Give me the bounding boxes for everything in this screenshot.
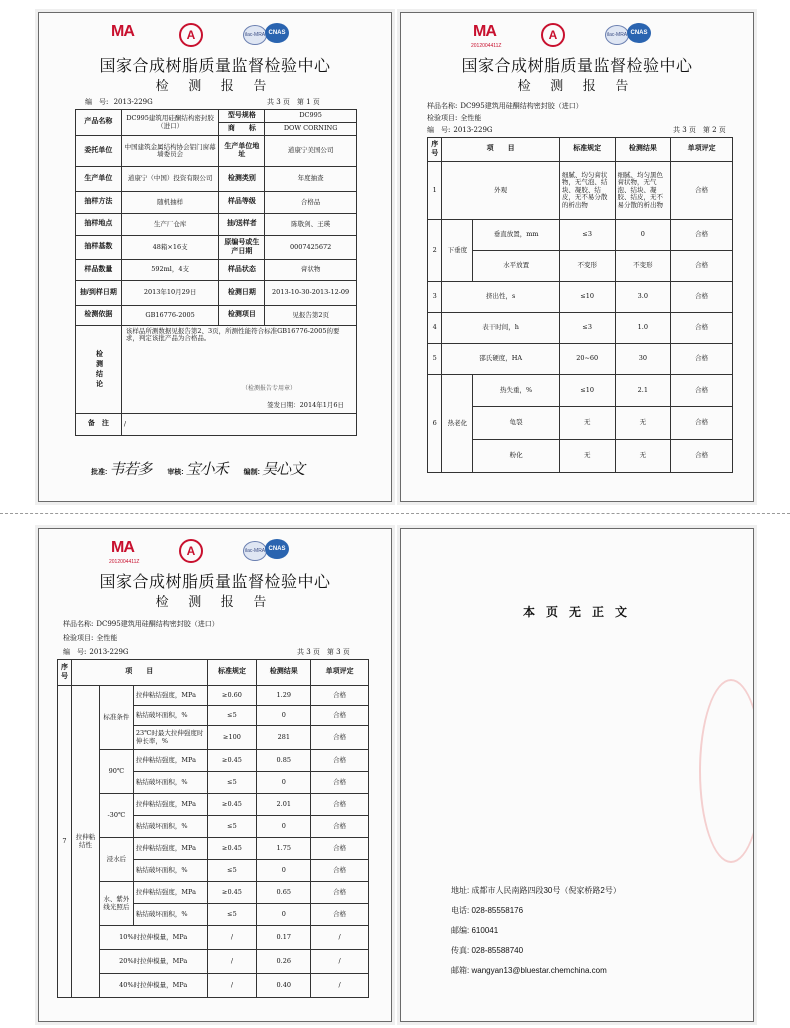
header-no: 序号 — [58, 660, 72, 686]
row-item: 水平放置 — [473, 251, 560, 282]
row-item: 20%时拉伸模量，MPa — [99, 950, 207, 974]
row-group: 下垂度 — [442, 220, 473, 282]
test-category-value: 年度抽查 — [265, 167, 357, 192]
row-standard: / — [207, 926, 257, 950]
conclusion-cell — [121, 326, 356, 414]
report-page-3 — [38, 528, 392, 1022]
test-item — [63, 633, 117, 643]
row-evaluation: 合格 — [311, 772, 369, 794]
row-result: 0.26 — [257, 950, 311, 974]
cnas-logo: CNAS — [627, 23, 651, 43]
row-no: 7 — [58, 686, 72, 998]
table-row — [428, 375, 733, 407]
phone-label: 电话: — [451, 906, 470, 915]
row-standard: ≤5 — [207, 706, 257, 726]
table-row — [428, 313, 733, 344]
header-standard: 标准规定 — [559, 138, 615, 162]
sampling-method-key: 抽样方法 — [76, 192, 122, 214]
table-row — [76, 136, 357, 167]
header-item: 项 目 — [442, 138, 559, 162]
table-row — [58, 838, 369, 860]
row-standard: 细腻、均匀膏状物，无气泡、结块、凝胶、结皮，无不易分散的析出物 — [559, 162, 615, 220]
test-item-label: 检验项目: — [427, 114, 458, 122]
original-no-key: 原编号或生产日期 — [219, 236, 265, 260]
certification-logos — [39, 21, 391, 55]
row-evaluation: 合格 — [311, 794, 369, 816]
ilac-mra-logo: ilac-MRA — [243, 541, 267, 561]
row-standard: ≤3 — [559, 313, 615, 344]
sample-name — [427, 101, 583, 111]
report-title: 检 测 报 告 — [155, 78, 275, 93]
row-evaluation: 合格 — [671, 162, 733, 220]
sample-grade-value: 合格品 — [265, 192, 357, 214]
ilac-mra-logo: ilac-MRA — [605, 25, 629, 45]
sampler-value: 陈敬剑、王瑛 — [265, 214, 357, 236]
row-result: 0 — [257, 904, 311, 926]
row-result: 0 — [257, 860, 311, 882]
report-title: 检 测 报 告 — [517, 78, 637, 93]
table-row — [428, 220, 733, 251]
address-label: 地址: — [451, 886, 470, 895]
remark-value: / — [121, 414, 356, 436]
cover-info-table — [75, 109, 357, 436]
row-item: 粘结破坏面积，% — [133, 904, 207, 926]
row-item: 热失重，% — [473, 375, 560, 407]
report-number-value: 2013-229G — [89, 648, 129, 656]
phone-line — [451, 905, 523, 916]
header-evaluation: 单项评定 — [671, 138, 733, 162]
accreditation-a-icon: A — [179, 23, 203, 47]
row-evaluation: 合格 — [671, 220, 733, 251]
row-evaluation: 合格 — [671, 282, 733, 313]
row-no: 2 — [428, 220, 442, 282]
row-evaluation: 合格 — [311, 860, 369, 882]
row-item: 粘结破坏面积，% — [133, 860, 207, 882]
email-value: wangyan13@bluestar.chemchina.com — [471, 966, 607, 975]
row-item: 拉伸粘结强度，MPa — [133, 838, 207, 860]
row-result: 无 — [615, 407, 671, 440]
faint-stamp-icon — [699, 679, 754, 863]
model-value: DC995 — [265, 110, 357, 123]
conclusion-text: 该样品所测数据见报告第2、3页，所测性能符合标准GB16776-2005的要求，判定该批产品为合格品。 — [125, 327, 340, 343]
signatures — [91, 458, 381, 479]
test-category-key: 检测类别 — [219, 167, 265, 192]
header-result: 检测结果 — [257, 660, 311, 686]
table-row — [76, 110, 357, 123]
row-standard: / — [207, 974, 257, 998]
row-result: 3.0 — [615, 282, 671, 313]
row-item: 粉化 — [473, 440, 560, 473]
report-page-1 — [38, 12, 392, 502]
row-standard: ≤10 — [559, 282, 615, 313]
report-number-value: 2013-229G — [453, 126, 493, 134]
accreditation-a-icon: A — [179, 539, 203, 563]
row-result: 0.17 — [257, 926, 311, 950]
row-no: 4 — [428, 313, 442, 344]
sampling-method-value: 随机抽样 — [121, 192, 219, 214]
row-item: 粘结破坏面积，% — [133, 816, 207, 838]
cma-code: 2012004411Z — [109, 559, 140, 565]
row-result: 0 — [257, 816, 311, 838]
header-evaluation: 单项评定 — [311, 660, 369, 686]
sampling-base-value: 48箱×16支 — [121, 236, 219, 260]
certification-logos — [401, 21, 753, 55]
report-number-label: 编 号: — [85, 98, 109, 106]
row-result: 0.85 — [257, 750, 311, 772]
sample-qty-key: 样品数量 — [76, 260, 122, 281]
test-item-value: 全性能 — [96, 634, 118, 642]
row-item: 拉伸粘结强度，MPa — [133, 794, 207, 816]
original-no-value: 0007425672 — [265, 236, 357, 260]
report-number — [427, 125, 493, 135]
report-page-2 — [400, 12, 754, 502]
table-row — [76, 306, 357, 326]
header-standard: 标准规定 — [207, 660, 257, 686]
row-evaluation: 合格 — [311, 686, 369, 706]
approve-label: 批准: — [91, 469, 108, 476]
row-item: 拉伸粘结强度，MPa — [133, 882, 207, 904]
table-row — [76, 167, 357, 192]
row-item: 垂直放置，mm — [473, 220, 560, 251]
sample-state-key: 样品状态 — [219, 260, 265, 281]
test-date-value: 2013-10-30-2013-12-09 — [265, 281, 357, 306]
row-result: 0 — [257, 706, 311, 726]
row-standard: ≤5 — [207, 772, 257, 794]
row-evaluation: 合格 — [671, 407, 733, 440]
row-evaluation: 合格 — [311, 904, 369, 926]
row-evaluation: 合格 — [311, 726, 369, 750]
email-line — [451, 965, 607, 976]
cma-code: 2012004411Z — [471, 43, 502, 49]
maker-key: 生产单位 — [76, 167, 122, 192]
tensile-results-table — [57, 659, 369, 998]
row-evaluation: 合格 — [311, 706, 369, 726]
trademark-value: DOW CORNING — [265, 123, 357, 136]
sampler-key: 抽/送样者 — [219, 214, 265, 236]
report-number — [85, 97, 153, 107]
table-row — [76, 414, 357, 436]
row-item: 40%时拉伸模量，MPa — [99, 974, 207, 998]
row-evaluation: / — [311, 926, 369, 950]
row-result: 细腻、均匀黑色膏状物，无气泡、结块、凝胶、结皮，无不易分散的析出物 — [615, 162, 671, 220]
table-row — [76, 281, 357, 306]
row-item: 表干时间，h — [442, 313, 559, 344]
address-value: 成都市人民南路四段30号（倪家桥路2号） — [471, 886, 621, 895]
row-group: 热老化 — [442, 375, 473, 473]
test-basis-key: 检测依据 — [76, 306, 122, 326]
table-row — [428, 440, 733, 473]
cma-logo: MA — [111, 23, 134, 40]
row-item: 拉伸粘结强度，MPa — [133, 686, 207, 706]
table-row — [76, 236, 357, 260]
test-date-key: 检测日期 — [219, 281, 265, 306]
report-number-label: 编 号: — [427, 126, 451, 134]
row-result: 281 — [257, 726, 311, 750]
client-value: 中国建筑金属结构协会铝门窗幕墙委员会 — [121, 136, 219, 167]
row-evaluation: 合格 — [671, 375, 733, 407]
table-row — [76, 260, 357, 281]
page-info: 共 3 页 第 2 页 — [673, 126, 726, 134]
sampling-base-key: 抽样基数 — [76, 236, 122, 260]
fax-label: 传真: — [451, 946, 470, 955]
client-key: 委托单位 — [76, 136, 122, 167]
row-result: 1.29 — [257, 686, 311, 706]
condition-water: 浸水后 — [99, 838, 133, 882]
header-result: 检测结果 — [615, 138, 671, 162]
sampling-date-key: 抽/到样日期 — [76, 281, 122, 306]
row-result: 0.40 — [257, 974, 311, 998]
row-standard: ≥0.60 — [207, 686, 257, 706]
ilac-mra-logo: ilac-MRA — [243, 25, 267, 45]
row-result: 不变形 — [615, 251, 671, 282]
no-content-notice: 本 页 无 正 文 — [522, 605, 631, 619]
row-group: 拉伸粘结性 — [71, 686, 99, 998]
row-result: 2.01 — [257, 794, 311, 816]
row-standard: ≤5 — [207, 816, 257, 838]
remark-key: 备 注 — [76, 414, 122, 436]
page-info: 共 3 页 第 1 页 — [267, 98, 320, 106]
fax-value: 028-85588740 — [471, 946, 524, 955]
row-evaluation: 合格 — [311, 816, 369, 838]
row-standard: ≤10 — [559, 375, 615, 407]
header-no: 序号 — [428, 138, 442, 162]
row-standard: 无 — [559, 407, 615, 440]
table-row — [58, 926, 369, 950]
row-item: 龟裂 — [473, 407, 560, 440]
table-row — [58, 750, 369, 772]
row-evaluation: 合格 — [311, 750, 369, 772]
certification-logos — [39, 537, 391, 571]
center-name: 国家合成树脂质量监督检验中心 — [99, 58, 331, 75]
row-evaluation: 合格 — [311, 838, 369, 860]
test-items-value: 见报告第2页 — [265, 306, 357, 326]
row-evaluation: 合格 — [671, 344, 733, 375]
row-result: 2.1 — [615, 375, 671, 407]
row-evaluation: / — [311, 974, 369, 998]
sampling-location-key: 抽样地点 — [76, 214, 122, 236]
sample-name-value: DC995建筑用硅酮结构密封胶（进口） — [460, 102, 583, 110]
row-item: 粘结破坏面积，% — [133, 772, 207, 794]
compile-label: 编制: — [243, 469, 260, 476]
row-result: 1.75 — [257, 838, 311, 860]
stamp-note: （检测报告专用章） — [241, 385, 296, 393]
row-no: 6 — [428, 375, 442, 473]
row-standard: 无 — [559, 440, 615, 473]
results-table — [427, 137, 733, 473]
postcode-label: 邮编: — [451, 926, 470, 935]
sample-name-value: DC995建筑用硅酮结构密封胶（进口） — [96, 620, 219, 628]
phone-value: 028-85558176 — [471, 906, 524, 915]
row-item: 外观 — [442, 162, 559, 220]
table-row — [58, 974, 369, 998]
address-line — [451, 885, 621, 896]
row-item: 邵氏硬度，HA — [442, 344, 559, 375]
table-row — [428, 251, 733, 282]
page-separator — [0, 513, 790, 514]
product-name-value: DC995建筑用硅酮结构密封胶（进口） — [121, 110, 219, 136]
sample-name-label: 样品名称: — [63, 620, 94, 628]
maker-value: 道康宁（中国）投资有限公司 — [121, 167, 219, 192]
approve-signature: 韦若多 — [109, 460, 152, 478]
review-label: 审核: — [167, 469, 184, 476]
row-evaluation: 合格 — [311, 882, 369, 904]
row-standard: ≤5 — [207, 860, 257, 882]
cnas-logo: CNAS — [265, 539, 289, 559]
table-row — [76, 192, 357, 214]
table-row — [428, 344, 733, 375]
table-row — [428, 407, 733, 440]
row-no: 5 — [428, 344, 442, 375]
row-item: 10%时拉伸模量，MPa — [99, 926, 207, 950]
row-standard: 20~60 — [559, 344, 615, 375]
table-row — [58, 882, 369, 904]
sampling-location-value: 生产厂仓库 — [121, 214, 219, 236]
condition-uv: 水、紫外线光照后 — [99, 882, 133, 926]
sample-state-value: 膏状物 — [265, 260, 357, 281]
conclusion-key: 检测结论 — [76, 326, 122, 414]
report-number-value: 2013-229G — [113, 98, 153, 106]
model-key: 型号规格 — [219, 110, 265, 123]
sample-name-label: 样品名称: — [427, 102, 458, 110]
row-standard: ≤5 — [207, 904, 257, 926]
maker-address-value: 道康宁美国公司 — [265, 136, 357, 167]
row-evaluation: / — [311, 950, 369, 974]
table-row — [76, 326, 357, 414]
table-row — [58, 686, 369, 706]
postcode-line — [451, 925, 498, 936]
row-result: 30 — [615, 344, 671, 375]
test-item-label: 检验项目: — [63, 634, 94, 642]
report-page-4 — [400, 528, 754, 1022]
email-label: 邮箱: — [451, 966, 470, 975]
test-item — [427, 113, 481, 123]
row-no: 3 — [428, 282, 442, 313]
condition-standard: 标准条件 — [99, 686, 133, 750]
table-row — [58, 950, 369, 974]
maker-address-key: 生产单位地 址 — [219, 136, 265, 167]
table-header-row — [58, 660, 369, 686]
sign-date: 签发日期：2014年1月6日 — [267, 400, 344, 409]
condition-90c: 90℃ — [99, 750, 133, 794]
compile-signature: 吴心文 — [261, 460, 304, 478]
row-standard: ≥0.45 — [207, 794, 257, 816]
report-number — [63, 647, 129, 657]
report-title: 检 测 报 告 — [155, 594, 275, 609]
row-no: 1 — [428, 162, 442, 220]
test-items-key: 检测项目 — [219, 306, 265, 326]
row-item: 粘结破坏面积，% — [133, 706, 207, 726]
table-row — [76, 214, 357, 236]
row-result: 0.65 — [257, 882, 311, 904]
table-row — [58, 794, 369, 816]
sample-qty-value: 592ml，4支 — [121, 260, 219, 281]
cma-logo: MA — [111, 539, 134, 556]
row-evaluation: 合格 — [671, 440, 733, 473]
row-item: 挤出性，s — [442, 282, 559, 313]
test-item-value: 全性能 — [460, 114, 482, 122]
accreditation-a-icon: A — [541, 23, 565, 47]
row-item: 拉伸粘结强度，MPa — [133, 750, 207, 772]
table-header-row — [428, 138, 733, 162]
row-standard: ≥100 — [207, 726, 257, 750]
row-evaluation: 合格 — [671, 251, 733, 282]
row-result: 无 — [615, 440, 671, 473]
page-info: 共 3 页 第 3 页 — [297, 648, 350, 656]
center-name: 国家合成树脂质量监督检验中心 — [461, 58, 693, 75]
postcode-value: 610041 — [471, 926, 499, 935]
table-row — [428, 282, 733, 313]
row-standard: ≤3 — [559, 220, 615, 251]
row-evaluation: 合格 — [671, 313, 733, 344]
condition-minus30c: -30℃ — [99, 794, 133, 838]
row-standard: ≥0.45 — [207, 838, 257, 860]
sampling-date-value: 2013年10月29日 — [121, 281, 219, 306]
product-name-key: 产品名称 — [76, 110, 122, 136]
cma-logo: MA — [473, 23, 496, 40]
report-number-label: 编 号: — [63, 648, 87, 656]
row-result: 0 — [615, 220, 671, 251]
trademark-key: 商 标 — [219, 123, 265, 136]
row-result: 0 — [257, 772, 311, 794]
cnas-logo: CNAS — [265, 23, 289, 43]
sample-name — [63, 619, 219, 629]
row-standard: ≥0.45 — [207, 882, 257, 904]
row-result: 1.0 — [615, 313, 671, 344]
test-basis-value: GB16776-2005 — [121, 306, 219, 326]
sample-grade-key: 样品等级 — [219, 192, 265, 214]
fax-line — [451, 945, 523, 956]
row-item: 23℃时最大拉伸强度时伸长率，% — [133, 726, 207, 750]
center-name: 国家合成树脂质量监督检验中心 — [99, 574, 331, 591]
header-item: 项 目 — [71, 660, 207, 686]
row-standard: 不变形 — [559, 251, 615, 282]
row-standard: / — [207, 950, 257, 974]
row-standard: ≥0.45 — [207, 750, 257, 772]
table-row — [428, 162, 733, 220]
review-signature: 宝小禾 — [185, 460, 228, 478]
